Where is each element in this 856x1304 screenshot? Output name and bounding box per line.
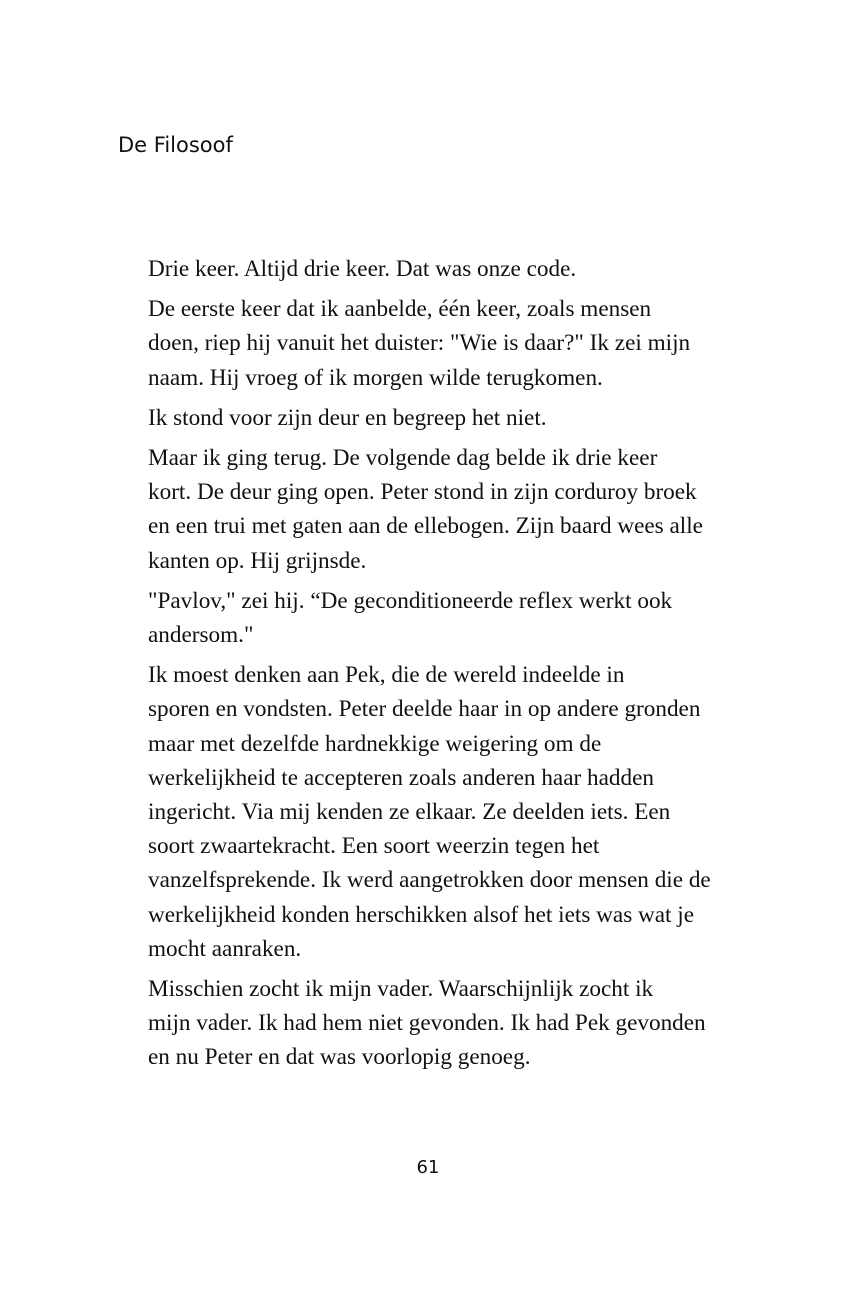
paragraph xyxy=(118,252,734,286)
text-line: Maar ik ging terug. De volgende dag belde ik drie keer xyxy=(148,445,658,472)
text-line: sporen en vondsten. Peter deelde haar in op andere gronden xyxy=(148,696,701,723)
text-line: kort. De deur ging open. Peter stond in zijn corduroy broek xyxy=(148,479,697,506)
text-line: ingericht. Via mij kenden ze elkaar. Ze deelden iets. Een xyxy=(148,799,671,826)
paragraph xyxy=(118,292,734,395)
text-line: Drie keer. Altijd drie keer. Dat was onze code. xyxy=(148,256,577,282)
paragraph xyxy=(118,441,734,578)
text-line: en een trui met gaten aan de ellebogen. Zijn baard wees alle xyxy=(148,513,703,540)
paragraph xyxy=(118,401,734,435)
text-line: "Pavlov," zei hij. “De geconditioneerde reflex werkt ook xyxy=(148,587,673,614)
text-line: doen, riep hij vanuit het duister: "Wie is daar?" Ik zei mijn xyxy=(148,330,691,357)
text-line: mocht aanraken. xyxy=(148,935,302,962)
text-line: en nu Peter en dat was voorlopig genoeg. xyxy=(148,1044,531,1071)
text-line: Misschien zocht ik mijn vader. Waarschijnlijk zocht ik xyxy=(148,976,654,1003)
text-line: mijn vader. Ik had hem niet gevonden. Ik had Pek gevonden xyxy=(148,1010,706,1037)
text-line: Ik moest denken aan Pek, die de wereld indeelde in xyxy=(148,662,625,689)
text-line: Ik stond voor zijn deur en begreep het niet. xyxy=(148,404,547,431)
page-number: 61 xyxy=(416,1157,440,1178)
text-line: kanten op. Hij grijnsde. xyxy=(148,547,367,574)
paragraph xyxy=(118,972,734,1075)
text-line: naam. Hij vroeg of ik morgen wilde terugkomen. xyxy=(148,364,603,391)
text-line: soort zwaartekracht. Een soort weerzin tegen het xyxy=(148,833,600,860)
running-header-title: De Filosoof xyxy=(118,133,233,157)
paragraph xyxy=(118,584,734,652)
text-line: andersom." xyxy=(148,622,254,649)
paragraph xyxy=(118,658,734,966)
text-line: werkelijkheid te accepteren zoals anderen haar hadden xyxy=(148,764,654,791)
text-line: werkelijkheid konden herschikken alsof het iets was wat je xyxy=(148,901,695,928)
text-line: De eerste keer dat ik aanbelde, één keer, zoals mensen xyxy=(148,296,652,323)
body-text xyxy=(118,252,734,1081)
text-line: maar met dezelfde hardnekkige weigering om de xyxy=(148,730,602,757)
text-line: vanzelfsprekende. Ik werd aangetrokken door mensen die de xyxy=(148,867,711,894)
